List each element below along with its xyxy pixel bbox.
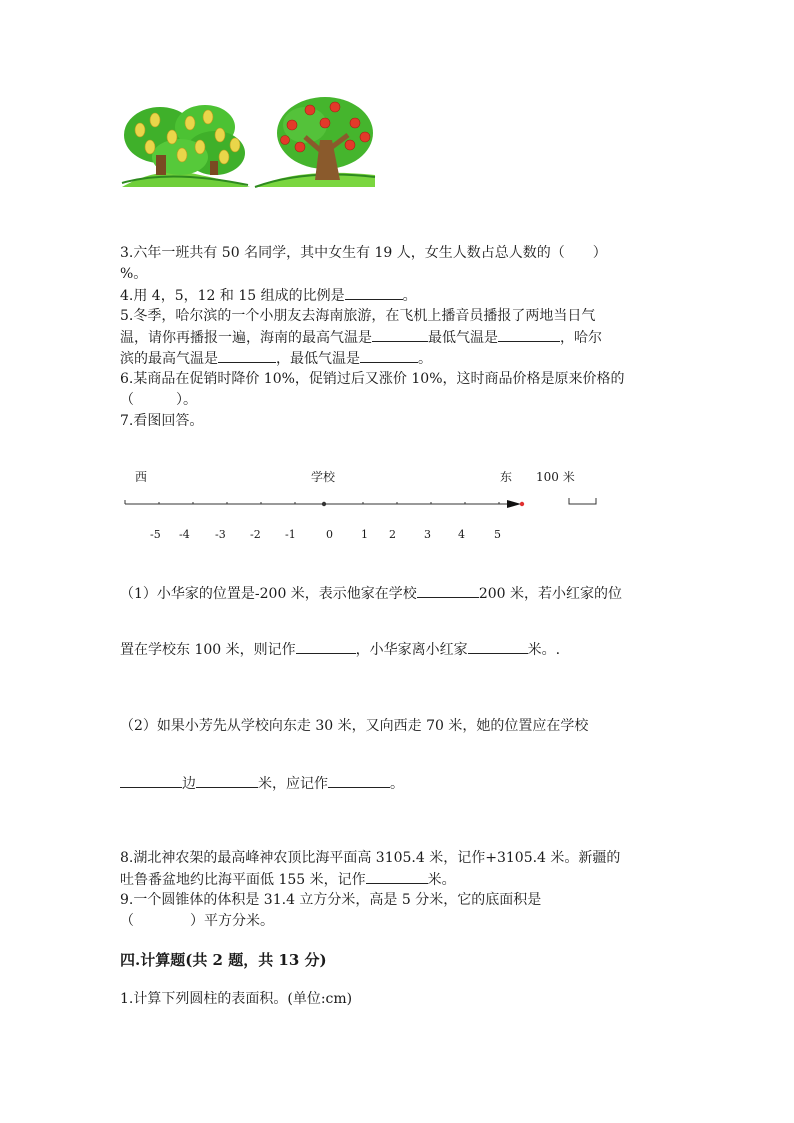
q5-text-f: 。: [418, 351, 432, 367]
question-5-line-2: [120, 327, 602, 348]
pear-tree-icon: [122, 105, 250, 187]
answer-blank[interactable]: [417, 583, 479, 598]
section-heading: 四.计算题(共 2 题，共 13 分): [120, 951, 327, 969]
q7-p4-text-b: 米，应记作: [258, 776, 328, 792]
tick-label: -3: [215, 528, 226, 541]
trees-illustration: [120, 95, 380, 195]
question-8-line-2: [120, 869, 456, 890]
question-9-line-2: （ ）平方分米。: [120, 913, 274, 929]
question-5-line-1: 5.冬季，哈尔滨的一个小朋友去海南旅游，在飞机上播音员播报了两地当日气: [120, 308, 596, 324]
question-7-part-1-line-2: [120, 639, 560, 660]
tick-label: 0: [326, 528, 333, 541]
q5-text-a: 温，请你再播报一遍，海南的最高气温是: [120, 330, 372, 346]
q7-p4-text-c: 。: [390, 776, 404, 792]
q8-text-a: 吐鲁番盆地约比海平面低 155 米，记作: [120, 872, 366, 888]
tick-label: 5: [494, 528, 501, 541]
answer-blank[interactable]: [468, 639, 528, 654]
q5-text-c: ，哈尔: [560, 330, 602, 346]
q5-text-b: 最低气温是: [428, 330, 498, 346]
tick-label: 3: [424, 528, 431, 541]
section-4-question-1: 1.计算下列圆柱的表面积。(单位:cm): [120, 991, 353, 1007]
apple-tree-icon: [255, 97, 375, 187]
answer-blank[interactable]: [498, 327, 560, 342]
label-west: 西: [135, 470, 148, 484]
question-3-line-2: %。: [120, 266, 148, 282]
question-7-part-1-line-1: [120, 583, 622, 604]
question-4-text: 4.用 4，5，12 和 15 组成的比例是: [120, 288, 345, 304]
q7-p2-text-c: 米。.: [527, 642, 561, 658]
label-school: 学校: [311, 470, 336, 484]
answer-blank[interactable]: [372, 327, 428, 342]
tick-label: 2: [389, 528, 396, 541]
q7-p2-text-b: ，小华家离小红家: [355, 642, 468, 658]
tick-label: -4: [179, 528, 190, 541]
tick-label: 4: [458, 528, 465, 541]
end-point: [520, 502, 524, 506]
question-6-line-2: （ ）。: [120, 392, 197, 408]
tick-label: -2: [250, 528, 261, 541]
q7-p2-text-a: 置在学校东 100 米，则记作: [120, 642, 296, 658]
answer-blank[interactable]: [218, 348, 276, 363]
q7-p4-text-a: 边: [182, 776, 196, 792]
label-east: 东: [500, 470, 513, 484]
question-4-end: 。: [402, 288, 417, 304]
question-6-line-1: 6.某商品在促销时降价 10%，促销过后又涨价 10%，这时商品价格是原来价格的: [120, 371, 625, 387]
question-9-line-1: 9.一个圆锥体的体积是 31.4 立方分米，高是 5 分米，它的底面积是: [120, 892, 542, 908]
answer-blank[interactable]: [120, 773, 182, 788]
q7-p1-text-b: 200 米，若小红家的位: [478, 586, 622, 602]
q8-text-b: 米。: [427, 872, 456, 888]
question-7-part-2-line-1: （2）如果小芳先从学校向东走 30 米，又向西走 70 米，她的位置应在学校: [120, 718, 589, 734]
answer-blank[interactable]: [345, 285, 403, 300]
answer-blank[interactable]: [366, 869, 428, 884]
tick-label: 1: [361, 528, 368, 541]
number-line: [115, 492, 605, 516]
q7-p1-text-a: （1）小华家的位置是-200 米，表示他家在学校: [120, 586, 417, 602]
school-point: [322, 502, 326, 506]
q5-text-d: 滨的最高气温是: [120, 351, 218, 367]
question-7-title: 7.看图回答。: [120, 413, 204, 429]
tick-label: -5: [150, 528, 161, 541]
scale-bar: [569, 498, 596, 504]
question-7-part-2-line-2: [120, 773, 404, 794]
question-8-line-1: 8.湖北神农架的最高峰神农顶比海平面高 3105.4 米，记作+3105.4 米。新疆的: [120, 850, 621, 866]
number-line-ticks: [125, 500, 499, 504]
label-scale: 100 米: [536, 470, 575, 484]
question-3-line-1: 3.六年一班共有 50 名同学，其中女生有 19 人，女生人数占总人数的（ ）: [120, 245, 607, 261]
answer-blank[interactable]: [196, 773, 258, 788]
answer-blank[interactable]: [328, 773, 390, 788]
q5-text-e: ，最低气温是: [276, 351, 360, 367]
tick-label: -1: [285, 528, 296, 541]
question-4: [120, 285, 417, 306]
answer-blank[interactable]: [360, 348, 418, 363]
answer-blank[interactable]: [296, 639, 356, 654]
question-5-line-3: [120, 348, 432, 369]
arrow-right-icon: [507, 500, 521, 508]
